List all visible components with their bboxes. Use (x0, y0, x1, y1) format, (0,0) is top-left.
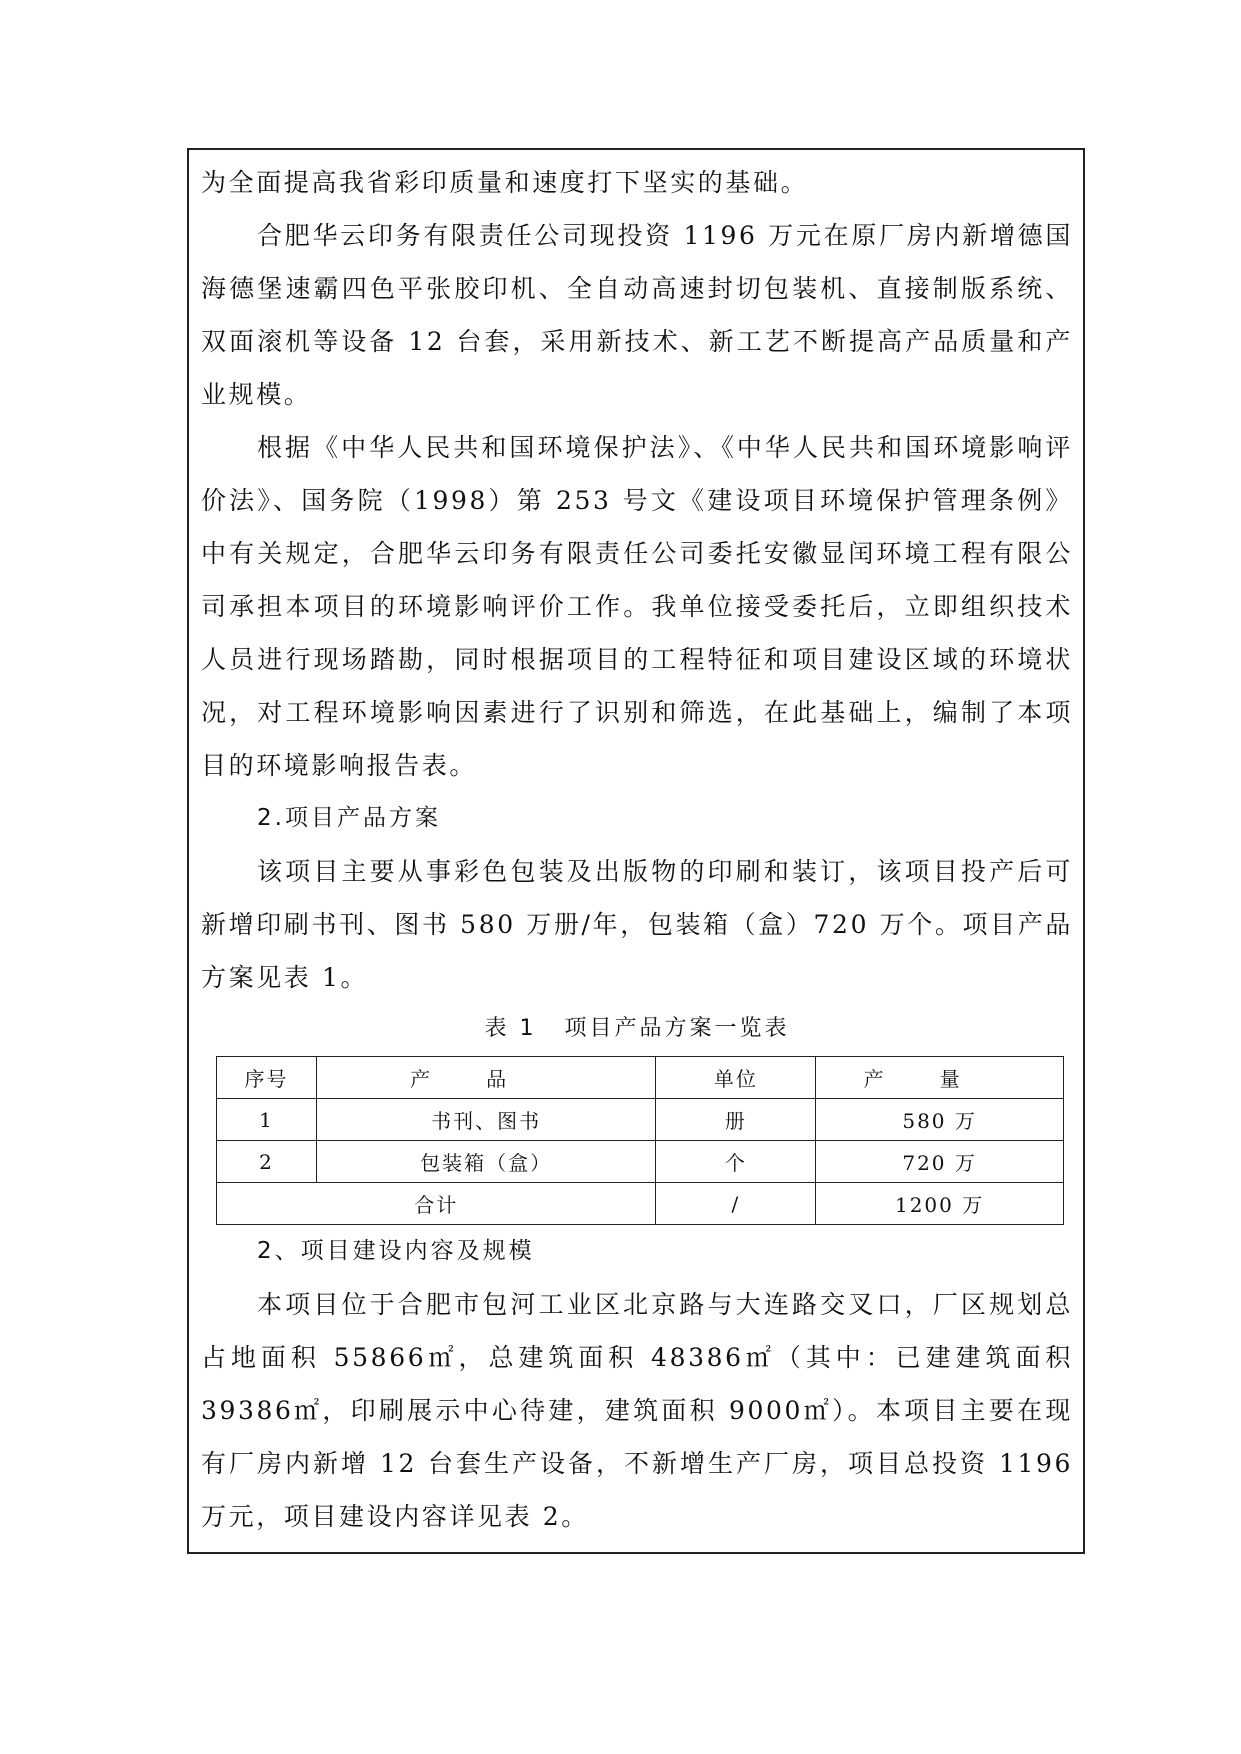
cell-total-label: 合计 (217, 1183, 656, 1225)
table-total-row (217, 1183, 1064, 1225)
cell-output: 720 万 (816, 1141, 1064, 1183)
cell-unit: 个 (656, 1141, 816, 1183)
content-frame (187, 148, 1085, 1554)
table-caption-title: 项目产品方案一览表 (564, 1016, 790, 1041)
paragraph-construction: 本项目位于合肥市包河工业区北京路与大连路交叉口，厂区规划总占地面积 55866㎡，总建筑面积 48386㎡（其中：已建建筑面积 39386㎡，印刷展示中心待建，建筑面积 9000㎡）。本项目主要在现有厂房内新增 12 台套生产设备，不新增生产厂房，项目总投资 1196 万元，项目建设内容详见表 2。 (201, 1290, 1073, 1531)
cell-output: 580 万 (816, 1099, 1064, 1141)
header-no: 序号 (217, 1057, 317, 1099)
document-body (201, 156, 1073, 1543)
cell-unit: 册 (656, 1099, 816, 1141)
table-header-row (217, 1057, 1064, 1099)
cell-product: 书刊、图书 (316, 1099, 656, 1141)
header-product: 产品 (316, 1057, 656, 1099)
paragraph-legal-basis: 根据《中华人民共和国环境保护法》、《中华人民共和国环境影响评价法》、国务院（1998）第 253 号文《建设项目环境保护管理条例》中有关规定，合肥华云印务有限责任公司委托安徽显闰环境工程有限公司承担本项目的环境影响评价工作。我单位接受委托后，立即组织技术人员进行现场踏勘，同时根据项目的工程特征和项目建设区域的环境状况，对工程环境影响因素进行了识别和筛选，在此基础上，编制了本项目的环境影响报告表。 (201, 433, 1073, 780)
cell-no: 2 (217, 1141, 317, 1183)
section-heading-construction: 2、项目建设内容及规模 (257, 1238, 535, 1264)
paragraph-investment: 合肥华云印务有限责任公司现投资 1196 万元在原厂房内新增德国海德堡速霸四色平张胶印机、全自动高速封切包装机、直接制版系统、双面滚机等设备 12 台套，采用新技术、新工艺不断提高产品质量和产业规模。 (201, 221, 1073, 409)
table-row (217, 1099, 1064, 1141)
cell-product: 包装箱（盒） (316, 1141, 656, 1183)
table-caption (201, 1004, 1073, 1054)
paragraph-continuation: 为全面提高我省彩印质量和速度打下坚实的基础。 (201, 168, 809, 197)
cell-total-unit: / (656, 1183, 816, 1225)
table-row (217, 1141, 1064, 1183)
cell-total-output: 1200 万 (816, 1183, 1064, 1225)
table-caption-number: 表 1 (484, 1016, 537, 1041)
cell-no: 1 (217, 1099, 317, 1141)
product-plan-table (216, 1056, 1064, 1225)
section-heading-product-plan: 2.项目产品方案 (257, 805, 441, 831)
paragraph-product-plan: 该项目主要从事彩色包装及出版物的印刷和装订，该项目投产后可新增印刷书刊、图书 580 万册/年，包装箱（盒）720 万个。项目产品方案见表 1。 (201, 857, 1073, 992)
header-unit: 单位 (656, 1057, 816, 1099)
header-output: 产量 (816, 1057, 1064, 1099)
